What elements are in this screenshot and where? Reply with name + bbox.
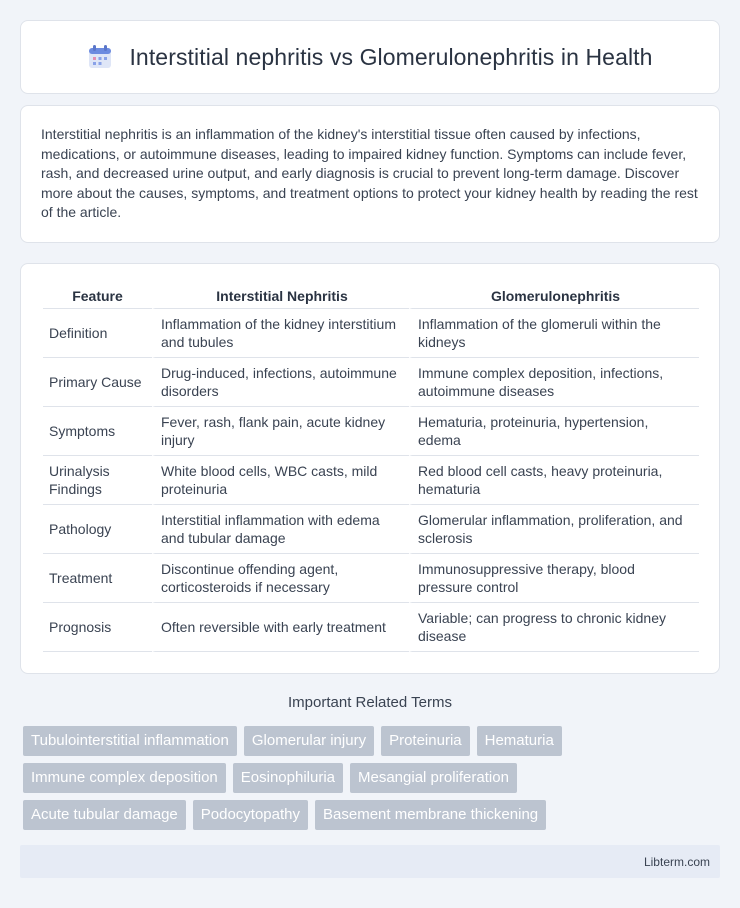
table-cell: Red blood cell casts, heavy proteinuria, hematuria — [409, 456, 699, 505]
feature-cell: Prognosis — [43, 603, 152, 652]
table-cell: Glomerular inflammation, proliferation, and sclerosis — [409, 505, 699, 554]
table-row — [43, 358, 699, 407]
term-tag[interactable]: Proteinuria — [381, 726, 470, 756]
table-cell: Drug-induced, infections, autoimmune disorders — [152, 358, 409, 407]
feature-cell: Symptoms — [43, 407, 152, 456]
table-cell: Often reversible with early treatment — [152, 603, 409, 652]
table-row — [43, 456, 699, 505]
column-header: Interstitial Nephritis — [152, 284, 409, 309]
comparison-table-card — [20, 263, 720, 674]
table-header-row — [43, 284, 699, 309]
title-wrap — [87, 44, 652, 71]
table-row — [43, 309, 699, 358]
term-row — [23, 763, 723, 793]
table-cell: Hematuria, proteinuria, hypertension, edema — [409, 407, 699, 456]
feature-cell: Urinalysis Findings — [43, 456, 152, 505]
intro-card — [20, 105, 720, 243]
term-tag[interactable]: Hematuria — [477, 726, 562, 756]
term-row — [23, 800, 723, 830]
column-header: Feature — [43, 284, 152, 309]
table-cell: Immune complex deposition, infections, autoimmune diseases — [409, 358, 699, 407]
table-row — [43, 505, 699, 554]
comparison-table — [43, 284, 699, 652]
table-cell: Variable; can progress to chronic kidney disease — [409, 603, 699, 652]
term-tag[interactable]: Glomerular injury — [244, 726, 374, 756]
term-tag[interactable]: Immune complex deposition — [23, 763, 226, 793]
table-cell: Discontinue offending agent, corticosteroids if necessary — [152, 554, 409, 603]
footer — [20, 845, 720, 878]
table-cell: Fever, rash, flank pain, acute kidney injury — [152, 407, 409, 456]
feature-cell: Primary Cause — [43, 358, 152, 407]
table-cell: White blood cells, WBC casts, mild proteinuria — [152, 456, 409, 505]
table-row — [43, 407, 699, 456]
term-tag[interactable]: Acute tubular damage — [23, 800, 186, 830]
term-tag[interactable]: Basement membrane thickening — [315, 800, 546, 830]
feature-cell: Treatment — [43, 554, 152, 603]
column-header: Glomerulonephritis — [409, 284, 699, 309]
table-cell: Immunosuppressive therapy, blood pressure control — [409, 554, 699, 603]
intro-text: Interstitial nephritis is an inflammation of the kidney's interstitial tissue often caused by infections, medications, or autoimmune diseases, leading to impaired kidney function. Symptoms can include fever, rash, and decreased urine output, and early diagnosis is crucial to prevent long-term damage. Discover more about the causes, symptoms, and treatment options to protect your kidney health by reading the rest of the article. — [41, 126, 698, 220]
related-terms — [23, 726, 723, 837]
page-title: Interstitial nephritis vs Glomerulonephritis in Health — [129, 43, 653, 70]
related-terms-title: Important Related Terms — [288, 694, 452, 711]
header-card — [20, 20, 720, 94]
calendar-icon — [87, 44, 113, 70]
table-row — [43, 554, 699, 603]
term-row — [23, 726, 723, 756]
table-row — [43, 603, 699, 652]
footer-link[interactable]: Libterm.com — [643, 854, 710, 869]
term-tag[interactable]: Tubulointerstitial inflammation — [23, 726, 237, 756]
feature-cell: Pathology — [43, 505, 152, 554]
term-tag[interactable]: Eosinophiluria — [233, 763, 343, 793]
table-cell: Inflammation of the kidney interstitium and tubules — [152, 309, 409, 358]
feature-cell: Definition — [43, 309, 152, 358]
table-cell: Inflammation of the glomeruli within the kidneys — [409, 309, 699, 358]
term-tag[interactable]: Podocytopathy — [193, 800, 308, 830]
table-cell: Interstitial inflammation with edema and tubular damage — [152, 505, 409, 554]
term-tag[interactable]: Mesangial proliferation — [350, 763, 517, 793]
